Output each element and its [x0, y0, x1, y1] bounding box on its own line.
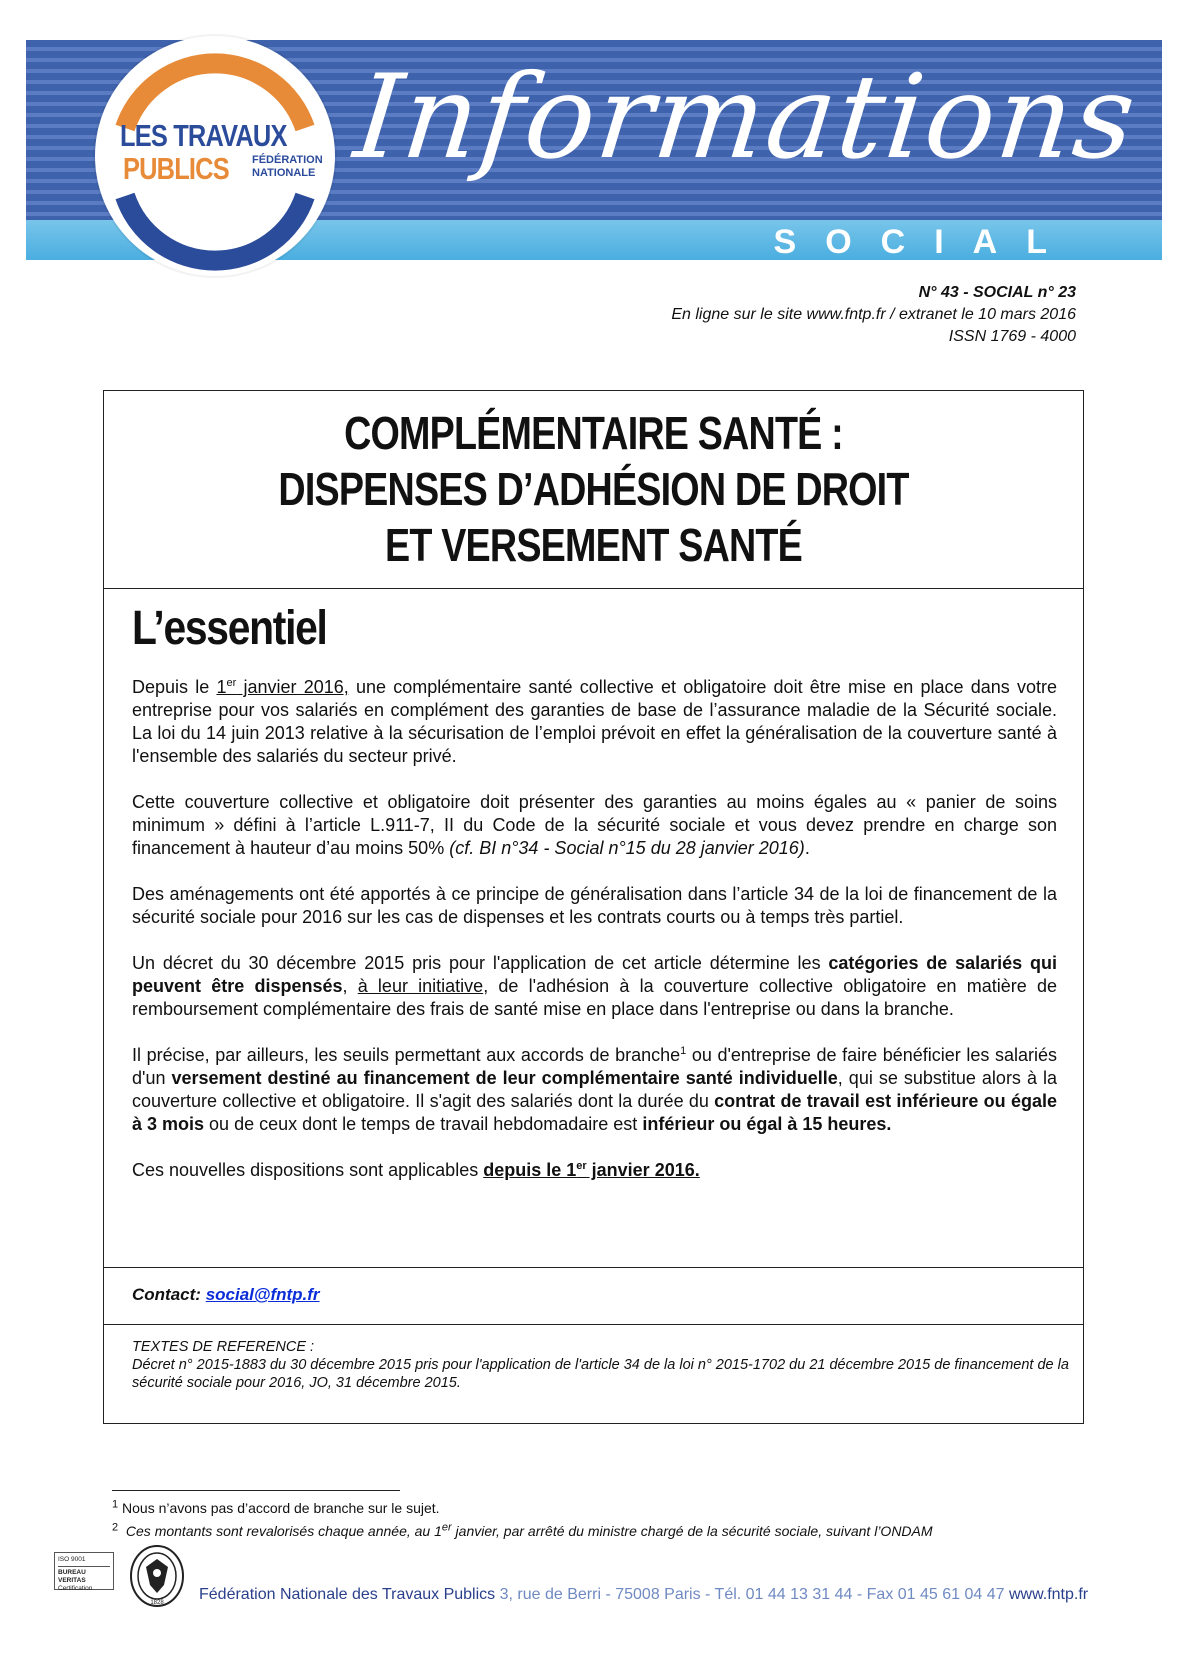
title-line-1: COMPLÉMENTAIRE SANTÉ : — [344, 407, 843, 459]
cert-line-1: ISO 9001 — [58, 1556, 86, 1563]
section-heading: L’essentiel — [132, 602, 327, 655]
p2-text-end: . — [804, 838, 810, 858]
divider — [104, 1267, 1083, 1268]
footnote-2-sup: er — [441, 1521, 452, 1534]
p1-text-b: une complémentaire santé collective et obligatoire doit être mise en place dans votre entreprise pour vos salariés en complément des garanties de base de l’assurance maladie de la Sécurité sociale. La loi du 14 juin 2013 relative à la sécurisation de l’emploi prévoit en effet la généralisation de la couverture santé à l'ensemble des salariés du secteur privé. — [132, 677, 1057, 766]
footer-org: Fédération Nationale des Travaux Publics — [199, 1586, 496, 1603]
p6-date-sup: er — [576, 1160, 587, 1172]
p5-bold-1: versement destiné au financement de leur complémentaire santé individuelle — [171, 1068, 838, 1088]
issue-meta — [671, 282, 1076, 348]
p4-text-b: , — [342, 976, 358, 996]
references-text: Décret n° 2015-1883 du 30 décembre 2015 pris pour l'application de l'article 34 de la loi n° 2015-1702 du 21 décembre 2015 de financement de la sécurité sociale pour 2016, JO, 31 décembre 2015. — [132, 1357, 1069, 1391]
paragraph-4 — [132, 952, 1057, 1021]
p4-text-a: Un décret du 30 décembre 2015 pris pour l'application de cet article détermine les — [132, 953, 829, 973]
issn: ISSN 1769 - 4000 — [948, 328, 1076, 345]
paragraph-1 — [132, 676, 1057, 768]
p6-text-a: Ces nouvelles dispositions sont applicables — [132, 1160, 484, 1180]
footnote-rule — [112, 1490, 400, 1491]
divider — [104, 1324, 1083, 1325]
footnote-1-number: 1 — [112, 1498, 119, 1511]
article-box — [103, 390, 1084, 1424]
bureau-veritas-seal-icon — [128, 1543, 186, 1609]
logo-text-line2: PUBLICS — [123, 151, 229, 186]
footnote-1 — [112, 1499, 440, 1517]
cert-line-2: BUREAU VERITAS — [58, 1566, 110, 1585]
logo-subtitle — [252, 154, 323, 180]
p1-text-a: Depuis le — [132, 677, 217, 697]
cert-line-3: Certification — [58, 1585, 93, 1592]
issue-number: N° 43 - SOCIAL n° 23 — [918, 284, 1076, 301]
online-info: En ligne sur le site www.fntp.fr / extranet le 10 mars 2016 — [671, 306, 1076, 323]
footer-address-text: 3, rue de Berri - 75008 Paris - Tél. 01 44 13 31 44 - Fax 01 45 61 04 47 — [495, 1586, 1009, 1603]
p5-text-b: ou d'entreprise de faire bénéficier les salariés d'un — [132, 1045, 1057, 1088]
footer-address — [199, 1586, 1088, 1604]
p5-text-a: Il précise, par ailleurs, les seuils permettant aux accords de branche — [132, 1045, 681, 1065]
footnote-1-text: Nous n’avons pas d’accord de branche sur le sujet. — [118, 1500, 440, 1516]
title-line-2: DISPENSES D’ADHÉSION DE DROIT — [278, 463, 909, 515]
fntp-logo — [95, 36, 335, 276]
article-title — [104, 391, 1083, 589]
banner-title: Informations — [348, 50, 1143, 185]
p5-bold-2: contrat de travail est inférieure ou égale à 3 mois — [132, 1091, 1057, 1134]
references-heading: TEXTES DE REFERENCE : — [132, 1339, 315, 1355]
contact-line — [132, 1285, 320, 1305]
p6-date-b: janvier 2016. — [586, 1160, 700, 1180]
banner-section-label: SOCIAL — [773, 223, 1076, 261]
logo-text-line1: LES TRAVAUX — [120, 118, 287, 153]
p4-text-c: , de l'adhésion à la couverture collective obligatoire en matière de remboursement complémentaire des frais de santé mise en place dans l'entreprise ou dans la branche. — [132, 976, 1058, 1019]
paragraph-2 — [132, 791, 1057, 860]
footnote-2-text-b: janvier, par arrêté du ministre chargé de la sécurité sociale, suivant l’ONDAM — [451, 1523, 933, 1539]
footnote-ref-1: 1 — [680, 1045, 687, 1057]
p4-bold: catégories de salariés qui peuvent être dispensés — [132, 953, 1057, 996]
p1-date-sup: er — [226, 677, 237, 689]
p1-date-rest: janvier 2016, — [236, 677, 349, 697]
paragraph-6 — [132, 1159, 1057, 1182]
footer-site: www.fntp.fr — [1008, 1586, 1089, 1603]
p5-text-d: ou de ceux dont le temps de travail hebdomadaire est — [204, 1114, 643, 1134]
contact-email-link[interactable]: social@fntp.fr — [205, 1285, 320, 1304]
paragraph-3: Des aménagements ont été apportés à ce principe de généralisation dans l’article 34 de la loi de financement de la sécurité sociale pour 2016 sur les cas de dispenses et les contrats courts ou à temps très partiel. — [132, 884, 1057, 927]
p2-text-a: Cette couverture collective et obligatoire doit présenter des garanties au moins égales au « panier de soins minimum » défini à l’article L.911-7, II du Code de la sécurité sociale et vous devez prendre en charge son financement à hauteur d’au moins 50% — [132, 792, 1057, 858]
p4-underline: à leur initiative — [357, 976, 484, 996]
p6-date-a: depuis le 1 — [483, 1160, 577, 1180]
p5-bold-3: inférieur ou égal à 15 heures. — [642, 1114, 892, 1134]
footnote-2-number: 2 — [112, 1521, 119, 1534]
p6-date — [483, 1160, 700, 1180]
p1-date-num: 1 — [216, 677, 227, 697]
title-line-3: ET VERSEMENT SANTÉ — [385, 519, 802, 571]
paragraph-5 — [132, 1044, 1057, 1136]
contact-label: Contact: — [132, 1285, 201, 1304]
p1-date — [216, 677, 348, 697]
footnote-2 — [112, 1522, 933, 1540]
seal-year: 1828 — [150, 1600, 164, 1606]
logo-subtitle-line2: NATIONALE — [252, 167, 316, 179]
logo-subtitle-line1: FÉDÉRATION — [252, 154, 323, 166]
footnote-2-text-a: Ces montants sont revalorisés chaque année, au 1 — [125, 1523, 442, 1539]
p2-reference: (cf. BI n°34 - Social n°15 du 28 janvier 2016) — [449, 838, 805, 858]
article-body — [132, 676, 1057, 1205]
certification-badge — [54, 1552, 114, 1590]
p5-text-c: , qui se substitue alors à la couverture collective et obligatoire. Il s'agit des salariés dont la durée du — [132, 1068, 1057, 1111]
reference-texts — [132, 1338, 1072, 1392]
